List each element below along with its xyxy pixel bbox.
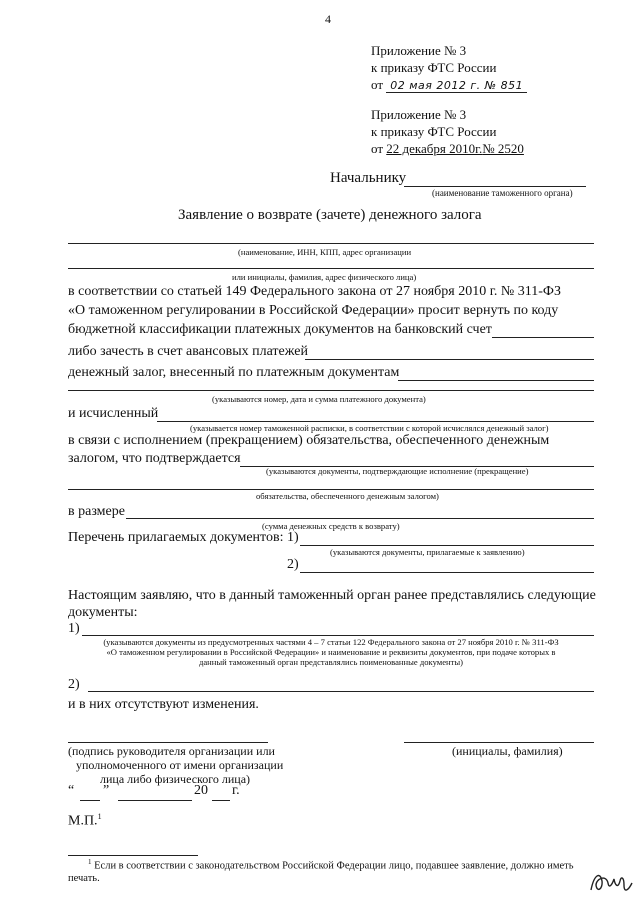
- body-p1-line1: в соответствии со статьей 149 Федерального закона от 27 ноября 2010 г. № 311-ФЗ: [68, 284, 561, 299]
- appendix-new-line1: Приложение № 3: [371, 43, 467, 58]
- name-field-line: [404, 742, 594, 743]
- body-offset: либо зачесть в счет авансовых платежей: [68, 344, 308, 359]
- document-title: Заявление о возврате (зачете) денежного залога: [178, 207, 482, 223]
- footnote-line1: [88, 858, 574, 872]
- appendix-old-line2: к приказу ФТС России: [371, 124, 497, 139]
- attached-2-field-line: [300, 572, 594, 573]
- handwritten-signature: [588, 865, 636, 899]
- footnote-text-line2: печать.: [68, 873, 100, 884]
- attached-1-field-line: [300, 545, 594, 546]
- date-month-line: [118, 800, 192, 801]
- signature-right-hint: (инициалы, фамилия): [452, 744, 563, 758]
- body-amount-label: в размере: [68, 504, 125, 519]
- body-item2: 2): [68, 677, 80, 692]
- obligation-hint: обязательства, обеспеченного денежным залогом): [256, 491, 439, 501]
- date-open-quote: “: [68, 783, 75, 798]
- footnote-mark: 1: [88, 858, 92, 866]
- appendix-new-handwritten-date: 02 мая 2012 г. № 851: [386, 79, 527, 93]
- signature-left-hint-3: лица либо физического лица): [100, 772, 251, 786]
- body-attached-label: Перечень прилагаемых документов: 1): [68, 530, 299, 545]
- prev-docs-hint-1: (указываются документы из предусмотренных частями 4 – 7 статьи 122 Федерального закона от 27 ноября 2010 г. № 311-ФЗ: [103, 637, 559, 647]
- body-declare-line1: Настоящим заявляю, что в данный таможенный орган ранее представлялись следующие: [68, 588, 596, 603]
- date-day-line: [80, 800, 100, 801]
- stamp-text: М.П.: [68, 813, 98, 829]
- date-year-prefix: 20: [194, 783, 208, 798]
- body-no-changes: и в них отсутствуют изменения.: [68, 697, 259, 712]
- page-number: 4: [325, 12, 331, 26]
- body-p1-line3: бюджетной классификации платежных документов на банковский счет: [68, 322, 492, 337]
- org-field-line: [68, 243, 594, 244]
- amount-field-line: [126, 518, 594, 519]
- payment-docs-field-line: [68, 390, 594, 391]
- calculated-field-line: [157, 421, 594, 422]
- addressee-hint: (наименование таможенного органа): [432, 188, 573, 198]
- body-declare-line2: документы:: [68, 605, 138, 620]
- body-p2-line2: залогом, что подтверждается: [68, 451, 241, 466]
- bank-account-field-line: [492, 337, 594, 338]
- body-calculated: и исчисленный: [68, 406, 159, 421]
- body-item1: 1): [68, 621, 80, 636]
- body-deposit: денежный залог, внесенный по платежным документам: [68, 365, 400, 380]
- signature-left-hint-1: (подпись руководителя организации или: [68, 744, 275, 758]
- signature-field-line: [68, 742, 268, 743]
- org-hint: (наименование, ИНН, КПП, адрес организации: [238, 247, 412, 257]
- obligation-field-line: [68, 489, 594, 490]
- appendix-old-prefix: от: [371, 141, 384, 156]
- body-p1-line2: «О таможенном регулировании в Российской Федерации» просит вернуть по коду: [68, 303, 559, 318]
- payment-docs-hint: (указываются номер, дата и сумма платежного документа): [212, 394, 426, 404]
- body-attached-2: 2): [287, 557, 299, 572]
- appendix-new-prefix: от: [371, 77, 384, 92]
- date-year-line: [212, 800, 230, 801]
- addressee-field-line: [404, 186, 586, 187]
- body-p2-line1: в связи с исполнением (прекращением) обязательства, обеспеченного денежным: [68, 433, 550, 448]
- appendix-new-line2: к приказу ФТС России: [371, 60, 497, 75]
- stamp-footnote-ref: 1: [97, 812, 102, 821]
- amount-hint: (сумма денежных средств к возврату): [262, 521, 400, 531]
- deposit-field-line: [398, 380, 594, 381]
- person-field-line: [68, 268, 594, 269]
- item1-field-line: [82, 635, 594, 636]
- footnote-text-line1: Если в соответствии с законодательством Российской Федерации лицо, подавшее заявление, должно иметь: [94, 860, 574, 872]
- footnote-separator: [68, 855, 198, 856]
- receipt-hint: (указывается номер таможенной расписки, в соответствии с которой исчислялся денежный залог): [190, 423, 549, 433]
- appendix-old-date: 22 декабря 2010г.: [386, 141, 483, 156]
- date-close-quote: ”: [103, 783, 110, 798]
- addressee-label: Начальнику: [330, 170, 407, 186]
- signature-left-hint-2: уполномоченного от имени организации: [76, 758, 284, 772]
- person-hint: или инициалы, фамилия, адрес физического лица): [232, 272, 417, 282]
- attached-hint: (указываются документы, прилагаемые к заявлению): [330, 547, 525, 557]
- prev-docs-hint-3: данный таможенный орган представлялись поименованные документы): [198, 657, 464, 667]
- appendix-old-line1: Приложение № 3: [371, 107, 467, 122]
- stamp-label: [68, 812, 102, 830]
- prev-docs-hint-2: «О таможенном регулировании в Российской Федерации» и наименование и реквизиты документов, при подаче которых в: [106, 647, 556, 657]
- appendix-old-number: № 2520: [482, 141, 524, 156]
- date-year-suffix: г.: [232, 783, 240, 798]
- item2-field-line: [88, 691, 594, 692]
- offset-field-line: [305, 359, 594, 360]
- appendix-old-date-row: [371, 141, 524, 157]
- confirm-docs-hint: (указываются документы, подтверждающие исполнение (прекращение): [266, 466, 529, 476]
- appendix-new-date-row: [371, 77, 527, 93]
